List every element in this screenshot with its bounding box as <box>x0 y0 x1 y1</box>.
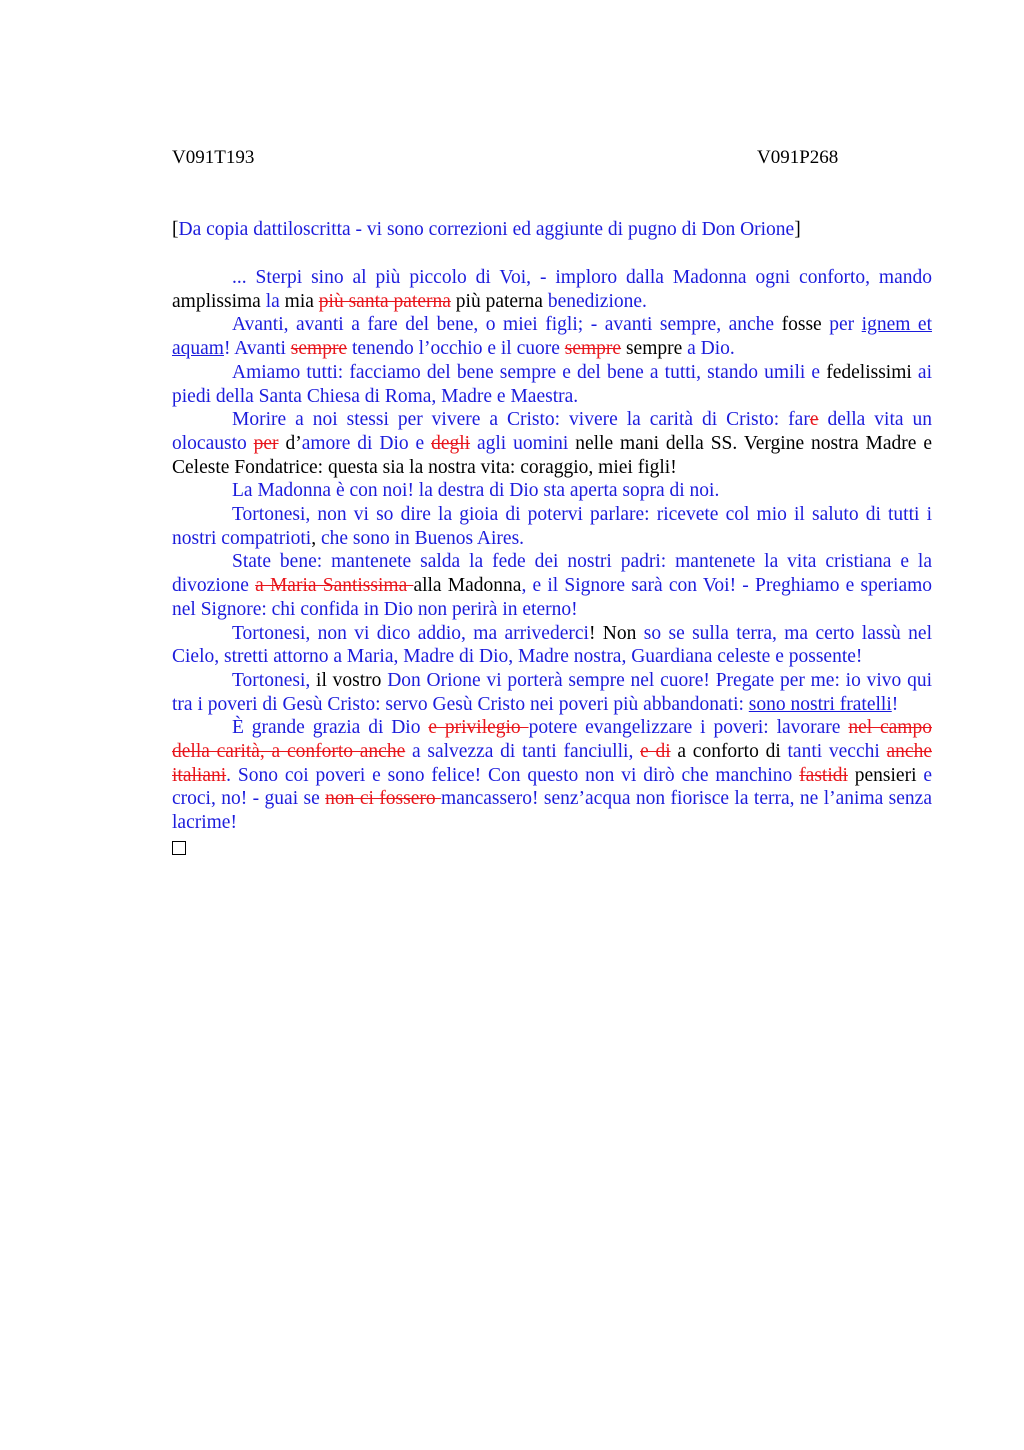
text-segment: mia <box>284 290 319 312</box>
deleted-text: e <box>809 409 819 431</box>
letter-body <box>172 266 932 862</box>
underlined-text: ignem et aquam <box>172 314 932 360</box>
text-segment: ai piedi della Santa Chiesa di Roma, Madre e Maestra. <box>172 361 932 407</box>
paragraph <box>172 550 932 621</box>
end-box-icon <box>172 835 932 862</box>
document-code-right: V091P268 <box>757 147 839 168</box>
text-segment: fedelissimi <box>826 361 918 383</box>
text-segment: ! <box>891 693 899 715</box>
deleted-text: più santa paterna <box>318 290 451 312</box>
text-segment: fosse <box>781 314 830 336</box>
text-segment: più paterna <box>450 290 548 312</box>
paragraph <box>172 503 932 550</box>
text-segment: benedizione. <box>547 290 647 312</box>
text-segment: a Dio. <box>687 338 735 360</box>
deleted-text: e privilegio <box>428 717 529 739</box>
underlined-text: sono nostri fratelli <box>748 693 892 715</box>
text-segment: e croci, no! - guai se <box>172 764 933 810</box>
text-segment: che sono in Buenos Aires. <box>320 527 525 549</box>
text-segment: sempre <box>621 338 688 360</box>
text-segment: State bene: mantenete salda la fede dei nostri padri: mantenete la vita cristiana e la divozione <box>172 551 932 597</box>
text-segment: amore di Dio e <box>301 432 432 454</box>
text-segment: agli uomini <box>470 432 576 454</box>
document-code-left: V091T193 <box>172 147 255 168</box>
text-segment: ! Non <box>588 622 644 644</box>
text-segment: a conforto di <box>670 741 788 763</box>
text-segment: a salvezza di tanti fanciulli, <box>405 741 641 763</box>
deleted-text: non ci fossero <box>325 788 442 810</box>
text-segment: il vostro <box>316 669 388 691</box>
text-segment: , e il Signore sarà con Voi! - Preghiamo e speriamo nel Signore: chi confida in Dio non perirà in eterno! <box>172 575 933 620</box>
paragraph <box>172 669 932 716</box>
text-segment: Tortonesi, non vi so dire la gioia di potervi parlare: ricevete col mio il saluto di tutti i nostri compatrioti <box>172 504 932 549</box>
text-segment: nelle mani della SS. Vergine nostra Madre e Celeste Fondatrice: questa sia la nostra vita: coraggio, miei figli! <box>172 432 932 478</box>
text-segment: amplissima <box>172 290 266 312</box>
text-segment: ... Sterpi sino al più piccolo di Voi, - imploro dalla Madonna ogni conforto, mando <box>232 267 932 288</box>
paragraph <box>172 479 932 503</box>
text-segment: Don Orione vi porterà sempre nel cuore! Pregate per me: io vivo qui tra i poveri di Gesù Cristo: servo Gesù Cristo nei poveri più abbandonati: <box>172 669 932 715</box>
paragraphs <box>172 266 932 835</box>
text-segment: Amiamo tutti: facciamo del bene sempre e del bene a tutti, stando umili e <box>232 361 827 383</box>
deleted-text: anche italiani <box>172 741 932 786</box>
text-segment: . Sono coi poveri e sono felice! Con questo non vi dirò che manchino <box>226 764 800 786</box>
deleted-text: sempre <box>564 338 622 360</box>
text-segment: La Madonna è con noi! la destra di Dio sta aperta sopra di noi. <box>232 480 720 502</box>
text-segment: alla Madonna <box>413 575 522 597</box>
text-segment: tenendo l’occhio e il cuore <box>347 338 565 360</box>
note-close-bracket: ] <box>794 219 801 240</box>
paragraph <box>172 622 932 669</box>
text-segment: pensieri <box>847 764 924 786</box>
text-segment: , <box>311 527 321 549</box>
text-segment: d’ <box>278 432 302 454</box>
deleted-text: per <box>253 432 279 454</box>
text-segment: potere evangelizzare i poveri: lavorare <box>528 717 849 739</box>
text-segment: Morire a noi stessi per vivere a Cristo: vivere la carità di Cristo: far <box>232 409 810 431</box>
text-segment: ! Avanti <box>223 338 291 360</box>
text-segment: tanti vecchi <box>787 741 887 763</box>
deleted-text: sempre <box>290 338 348 360</box>
paragraph <box>172 408 932 479</box>
note-text: Da copia dattiloscritta - vi sono correzioni ed aggiunte di pugno di Don Orione <box>178 219 795 240</box>
deleted-text: e di <box>640 741 671 763</box>
text-segment: della vita un olocausto <box>172 409 933 454</box>
text-segment: per <box>829 314 862 336</box>
text-segment: so se sulla terra, ma certo lassù nel Cielo, stretti attorno a Maria, Madre di Dio, Madre nostra, Guardiana celeste e possente! <box>172 622 932 668</box>
text-segment: Tortonesi, <box>232 669 317 691</box>
text-segment: Avanti, avanti a fare del bene, o miei figli; - avanti sempre, anche <box>232 314 782 336</box>
deleted-text: degli <box>431 432 471 454</box>
paragraph <box>172 313 932 360</box>
text-segment: mancassero! senz’acqua non fiorisce la terra, ne l’anima senza lacrime! <box>172 788 932 834</box>
editorial-note <box>172 218 932 242</box>
paragraph <box>172 716 932 835</box>
text-segment: È grande grazia di Dio <box>232 717 429 739</box>
text-segment: Tortonesi, non vi dico addio, ma arrivederci <box>232 622 589 644</box>
note-open-bracket: [ <box>172 219 179 240</box>
paragraph <box>172 266 932 313</box>
deleted-text: nel campo della carità, a conforto anche <box>172 717 932 763</box>
paragraph <box>172 361 932 408</box>
deleted-text: fastidi <box>799 764 848 786</box>
deleted-text: a Maria Santissima <box>255 575 414 597</box>
text-segment: la <box>265 290 285 312</box>
